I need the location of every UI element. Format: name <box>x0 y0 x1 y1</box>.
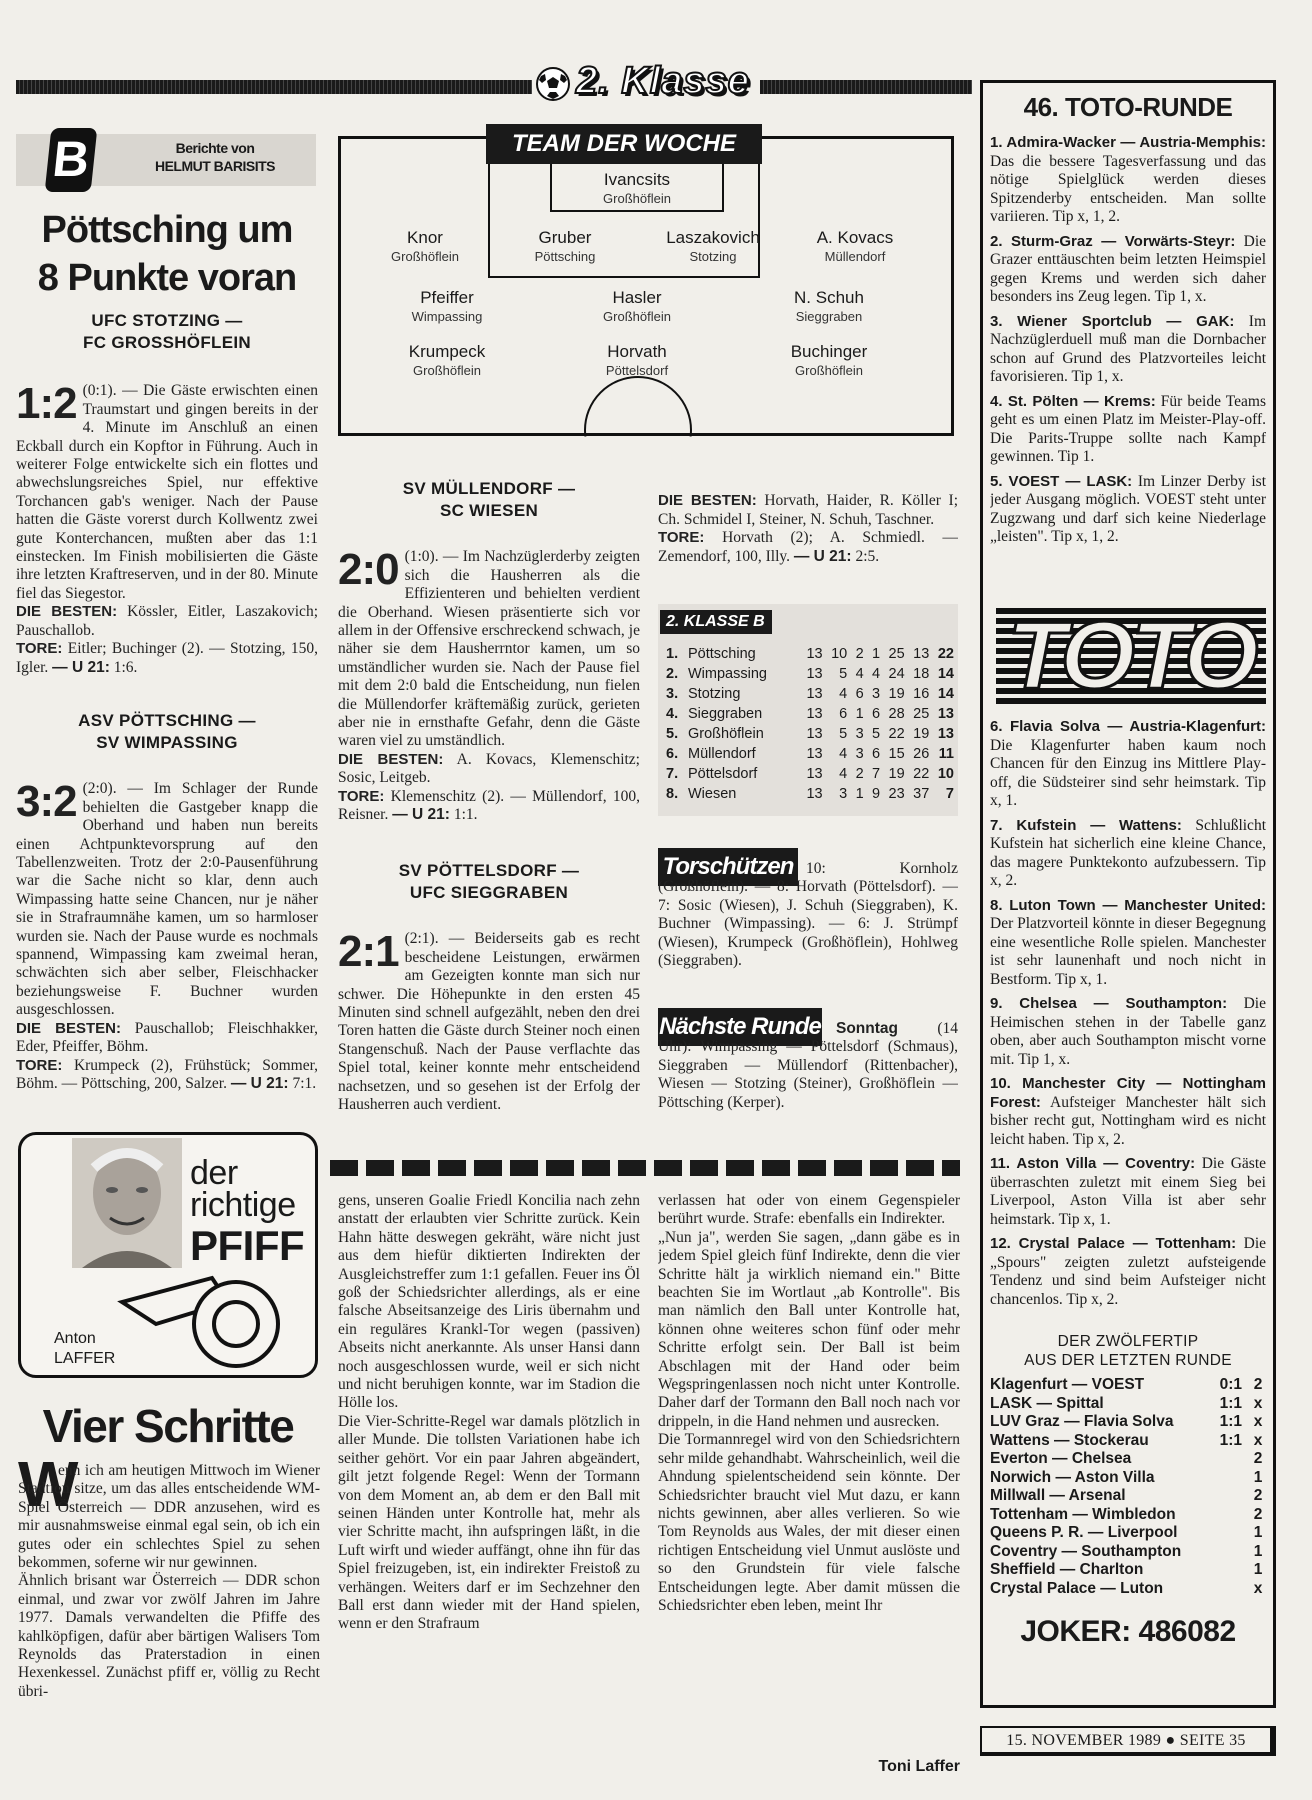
zwoelfertip-cell: Millwall — Arsenal <box>990 1487 1126 1504</box>
zwoelfertip-cell: 1 <box>1253 1542 1263 1560</box>
match-text: (0:1). — Die Gäste erwischten einen Traumstart und gingen bereits in der 4. Minute im Anschluß an einen Eckball durch ein Kopftor in Führung. Auch in weiterer Folge entwickelte sich ein flottes und abwechslungsreiches Spiel, nur effektive Torchancen gab's weniger. Nach der Pause hatten die Gäste vorerst durch Kollwentz zwei gute Konterchancen, mußten aber das 1:1 einstecken. Im Finish mobilisierten die Gäste ihre letzten Kraftreserven, und in der 80. Minute fiel das Siegestor. <box>16 382 318 602</box>
table-cell: 5 <box>871 726 881 742</box>
logo-line-3: PFIFF <box>190 1222 305 1269</box>
table-cell: 6. <box>666 746 679 762</box>
zwoelfertip-title: DER ZWÖLFERTIP AUS DER LETZTEN RUNDE <box>1024 1333 1232 1369</box>
football-icon <box>535 66 571 102</box>
table-cell: 22 <box>937 646 954 662</box>
player: Laszakovich Stotzing <box>666 228 760 264</box>
column-rule <box>330 1160 960 1176</box>
table-cell: 23 <box>888 786 905 802</box>
column-signature: Toni Laffer <box>878 1758 960 1775</box>
match-teams: ASV PÖTTSCHING — SV WIMPASSING <box>78 711 256 752</box>
logo-line-1: der <box>190 1154 238 1192</box>
dropcap: W <box>18 1448 79 1520</box>
table-cell: Großhöflein <box>688 726 764 742</box>
table-cell: 9 <box>871 786 881 802</box>
table-cell: Wimpassing <box>688 666 767 682</box>
match-report: 2:0 (1:0). — Im Nachzüglerderby zeigten sich die Hausherren als die Effizienteren und behielten verdient die Oberhand. Wiesen präsentierte sich vor allem in der Offensive erschreckend schwach, je näher sie dem Hausherrntor kamen, um so umständlicher wurden sie. Nach der Pause fiel mit dem 2:0 bald die Entscheidung, nun fielen die Müllendorfer kräftemäßig zurück, gerieten aber nie in ernsthafte Gefahr, denn die Gäste waren viel zu umständlich. DIE BESTEN: A. Kovacs, Klemenschitz; Sosic, Leitgeb. TORE: Klemenschitz (2). — Müllendorf, 100, Reisner. — U 21: 1:1. <box>338 545 640 824</box>
player: Gruber Pöttsching <box>534 228 596 264</box>
author-last: LAFFER <box>54 1350 116 1367</box>
toto-item: 8. Luton Town — Manchester United: Der Platzvorteil könnte in dieser Begegnung eine wesentliche Rolle spielen. Manchester ist sehr launenhaft und noch nicht in Bestform. Tip x, 1. <box>990 896 1266 988</box>
zwoelfertip-cell: LUV Graz — Flavia Solva <box>990 1413 1174 1430</box>
footer-page: SEITE 35 <box>1179 1732 1246 1749</box>
zwoelfertip-cell: 1 <box>1253 1524 1263 1541</box>
table-cell: 4 <box>839 746 848 762</box>
zwoelfertip-cell: Tottenham — Wimbledon <box>990 1505 1176 1523</box>
table-cell: 25 <box>888 646 905 662</box>
toto-item: 4. St. Pölten — Krems: Für beide Teams geht es um einen Platz im Meister-Play-off. Die Parits-Truppe sollte nach Kampf gewinnen. Tip 1. <box>990 392 1266 465</box>
toto-item: 10. Manchester City — Nottingham Forest: Aufsteiger Manchester hält sich bisher recht gut, Nottingham wird es nicht leicht haben. Tip x, 2. <box>990 1075 1266 1148</box>
zwoelfertip-row <box>990 1432 1268 1451</box>
zwoelfertip-cell: Norwich — Aston Villa <box>990 1468 1155 1486</box>
table-cell: 4 <box>839 686 848 702</box>
player: Buchinger Großhöflein <box>790 342 868 378</box>
league-table <box>662 644 958 804</box>
match-score: 1:2 <box>16 379 77 429</box>
table-cell: 19 <box>888 766 905 782</box>
whistle-icon <box>116 1262 306 1372</box>
player: Pfeiffer Wimpassing <box>411 288 483 324</box>
table-cell: Sieggraben <box>688 706 763 722</box>
player: N. Schuh Sieggraben <box>794 288 864 324</box>
byline-label: Berichte von <box>175 140 255 156</box>
section-letter: B <box>45 128 98 192</box>
table-cell: 19 <box>888 686 905 702</box>
table-cell: 3 <box>855 746 864 762</box>
zwoelfertip-row <box>990 1469 1268 1488</box>
player: A. Kovacs Müllendorf <box>816 228 894 264</box>
table-cell: 3. <box>666 686 679 702</box>
match-score: 3:2 <box>16 777 77 827</box>
zwoelfertip-table <box>990 1376 1268 1598</box>
zwoelfertip-row <box>990 1543 1268 1562</box>
match-score: 2:1 <box>338 927 399 977</box>
centre-circle <box>584 376 692 484</box>
zwoelfertip-cell: Klagenfurt — VOEST <box>990 1376 1145 1393</box>
player: Hasler Großhöflein <box>603 288 671 324</box>
table-cell: 13 <box>913 646 930 662</box>
header-rule-left <box>16 80 532 94</box>
table-cell: 5. <box>666 726 679 742</box>
table-cell: 3 <box>855 726 864 742</box>
table-cell: Müllendorf <box>688 746 756 762</box>
toto-item: 1. Admira-Wacker — Austria-Memphis: Das die bessere Tagesverfassung und das nötige Spielglück werden dieses Spitzenderby entscheiden. Man sollte variieren. Tip x, 1, 2. <box>990 134 1266 225</box>
match-text: (2:0). — Im Schlager der Runde behielten die Gastgeber knapp die Oberhand und haben nun bereits einen Achtpunktevorsprung auf den Tabellenzweiten. Trotz der 2:0-Pausenführung war die Sache nicht so klar, denn auch Wimpassing hatte seine Chancen, nur je näher sie in Strafraumnähe kamen, um so harmloser wurden sie. Nach der Pause wurde es nochmals spannend, Wimpassing kam zweimal heran, schwächten sich aber selber, Fleischhacker beziehungsweise F. Buchner wurden ausgeschlossen. <box>16 780 318 1019</box>
zwoelfertip-cell: LASK — Spittal <box>990 1394 1104 1412</box>
zwoelfertip-cell: Sheffield — Charlton <box>990 1561 1144 1578</box>
zwoelfertip-cell <box>1208 1450 1248 1469</box>
zwoelfertip-cell: Wattens — Stockerau <box>990 1431 1149 1449</box>
player: Horvath Pöttelsdorf <box>605 342 669 378</box>
table-cell: 37 <box>913 786 930 802</box>
table-cell: 4 <box>855 666 864 682</box>
zwoelfertip-cell <box>1208 1506 1248 1525</box>
table-cell: 13 <box>806 766 823 782</box>
zwoelfertip-cell: 2 <box>1253 1376 1263 1393</box>
byline-name: HELMUT BARISITS <box>154 158 276 174</box>
table-cell: 4 <box>839 766 848 782</box>
table-cell: Stotzing <box>688 686 741 702</box>
table-cell: 13 <box>806 726 823 742</box>
zwoelfertip-cell <box>1208 1524 1248 1543</box>
table-cell: 2. <box>666 666 679 682</box>
table-cell: 1 <box>855 786 864 802</box>
table-row <box>662 644 958 664</box>
table-cell: 1 <box>871 646 881 662</box>
zwoelfertip-cell: x <box>1253 1413 1263 1430</box>
zwoelfertip-cell: 1:1 <box>1219 1394 1242 1412</box>
column-title: Vier Schritte <box>42 1400 294 1452</box>
player: Ivancsits Großhöflein <box>603 170 671 206</box>
table-cell: 6 <box>855 686 864 702</box>
table-row <box>662 724 958 744</box>
table-cell: 22 <box>888 726 905 742</box>
table-cell: 5 <box>839 726 848 742</box>
table-cell: 15 <box>888 746 905 762</box>
zwoelfertip-cell: 0:1 <box>1219 1376 1242 1393</box>
next-round-title: Nächste Runde <box>658 1008 822 1046</box>
zwoelfertip-row <box>990 1376 1268 1395</box>
toto-item: 3. Wiener Sportclub — GAK: Im Nachzüglerduell muß man die Dornbacher schon auf Grund des Platzvorteiles leicht favorisieren. Tip 1, x. <box>990 312 1266 385</box>
table-cell: 6 <box>839 706 848 722</box>
zwoelfertip-row <box>990 1561 1268 1580</box>
zwoelfertip-row <box>990 1413 1268 1432</box>
zwoelfertip-cell: 1 <box>1253 1561 1263 1578</box>
match-report: 3:2 (2:0). — Im Schlager der Runde behielten die Gastgeber knapp die Oberhand und haben nun bereits einen Achtpunktevorsprung auf den Tabellenzweiten. Trotz der 2:0-Pausenführung war die Sache nicht so klar, denn auch Wimpassing hatte seine Chancen, nur je näher sie in Strafraumnähe kamen, um so harmloser wurden sie. Nach der Pause wurde es nochmals spannend, Wimpassing kam zweimal heran, schwächten sich aber selber, Fleischhacker beziehungsweise F. Buchner wurden ausgeschlossen. DIE BESTEN: Pauschallob; Fleischhakker, Eder, Pfeiffer, Böhm. TORE: Krumpeck (2), Frühstück; Sommer, Böhm. — Pöttsching, 200, Salzer. — U 21: 7:1. <box>16 777 318 1092</box>
table-cell: 5 <box>839 666 848 682</box>
zwoelfertip-row <box>990 1580 1268 1599</box>
zwoelfertip-cell <box>1208 1561 1248 1580</box>
table-row <box>662 764 958 784</box>
table-cell: 1. <box>666 646 679 662</box>
table-cell: 24 <box>888 666 905 682</box>
headline: Pöttsching um 8 Punkte voran <box>37 209 297 299</box>
table-cell: 13 <box>806 686 823 702</box>
column-text-1: enn ich am heutigen Mittwoch im Wiener Stadtion sitze, um das alles entscheidende WM-Spiel Österreich — DDR anzusehen, wird es mir ausnahmsweise einmal egal sein, ob ich ein gutes oder ein schlechtes Spiel zu sehen bekommen, soferne wir nur gewinnen. Ähnlich brisant war Österreich — DDR schon einmal, und zwar vor zwölf Jahren im Jahre 1977. Damals verwandelten die Pfiffe des kahlköpfigen, dafür aber bärtigen Walisers Tom Reynolds das Praterstadion in einen Hexenkessel. Zunächst pfiff er, völlig zu Recht übri- <box>18 1462 320 1700</box>
footer-date: 15. NOVEMBER 1989 <box>1006 1732 1162 1749</box>
toto-item: 12. Crystal Palace — Tottenham: Die „Spours" zeigten zuletzt aufsteigende Tendenz und sind beim Aufsteiger nicht chancenlos. Tip x, 2. <box>990 1235 1266 1308</box>
zwoelfertip-cell: 2 <box>1253 1505 1263 1523</box>
zwoelfertip-cell: Coventry — Southampton <box>990 1542 1182 1560</box>
table-cell: 4 <box>871 666 881 682</box>
toto-logo-text: TOTO <box>1007 602 1255 709</box>
table-row <box>662 704 958 724</box>
match-teams: UFC STOTZING — FC GROSSHÖFLEIN <box>83 311 251 352</box>
table-cell: Pöttelsdorf <box>688 766 758 782</box>
table-cell: 28 <box>888 706 905 722</box>
table-cell: 6 <box>871 746 881 762</box>
footer-dot: ● <box>1165 1732 1176 1749</box>
zwoelfertip-cell: 2 <box>1253 1450 1263 1467</box>
match-score: 2:0 <box>338 545 399 595</box>
table-cell: 22 <box>913 766 930 782</box>
match-report: 1:2 (0:1). — Die Gäste erwischten einen Traumstart und gingen bereits in der 4. Minute im Anschluß an einen Eckball durch ein Kopftor in Führung. Auch in weiterer Folge entwickelte sich ein flottes und abwechslungsreiches Spiel, nur effektive Torchancen gab's weniger. Nach der Pause hatten die Gäste vorerst durch Kollwentz zwei gute Konterchancen, mußten aber das 1:1 einstecken. Im Finish mobilisierten die Gäste ihre letzten Kraftreserven, und in der 80. Minute fiel das Siegestor. DIE BESTEN: Kössler, Eitler, Laszakovich; Pauschallob. TORE: Eitler; Buchinger (2). — Stotzing, 150, Igler. — U 21: 1:6. <box>16 379 318 676</box>
table-cell: 7 <box>871 766 881 782</box>
match-4-extras: DIE BESTEN: Horvath, Haider, R. Köller I; Ch. Schmidel I, Steiner, N. Schuh, Taschner. TORE: Horvath (2); A. Schmiedl. — Zemendorf, 100, Illy. — U 21: 2:5. <box>658 492 958 565</box>
table-cell: 4. <box>666 706 679 722</box>
zwoelfertip-cell: Everton — Chelsea <box>990 1450 1132 1467</box>
header-rule-right <box>760 80 972 94</box>
table-cell: 14 <box>937 686 954 702</box>
table-cell: 19 <box>913 726 930 742</box>
table-cell: 13 <box>806 666 823 682</box>
toto-item: 5. VOEST — LASK: Im Linzer Derby ist jeder Ausgang möglich. VOEST steht unter Zugzwang und darf sich keine Niederlage „leisten". Tip x, 1, 2. <box>990 472 1266 545</box>
zwoelfertip-row <box>990 1506 1268 1525</box>
table-cell: 3 <box>839 786 848 802</box>
table-cell: 18 <box>913 666 930 682</box>
table-row <box>662 744 958 764</box>
table-row <box>662 784 958 804</box>
scorers-text: 10: Kornholz (Großhöflein). — 8: Horvath (Pöttelsdorf). — 7: Sosic (Wiesen), J. Schuh (Sieggraben), K. Buchner (Wimpassing). — 6: J. Strümpf (Wiesen), Krumpeck (Großhöflein), Hohlweg (Sieggraben). <box>658 860 958 970</box>
table-cell: 14 <box>937 666 954 682</box>
match-text: (2:1). — Beiderseits gab es recht bescheidene Leistungen, erwärmen am Gezeigten konnte man sich nur schwer. Die Höhepunkte in den ersten 45 Minuten sind schnell aufgezählt, neben den drei Toren hatten die Gäste durch Steiner noch einen Stangenschuß. Nach der Pause verflachte das Spiel total, keiner konnte mehr entscheidend nachsetzen, und so gesehen ist der Erfolg der Hausherren auch verdient. <box>338 930 640 1114</box>
zwoelfertip-cell: x <box>1253 1394 1263 1412</box>
zwoelfertip-row <box>990 1487 1268 1506</box>
table-cell: 13 <box>806 646 823 662</box>
joker-number: JOKER: 486082 <box>1020 1615 1236 1648</box>
table-cell: Wiesen <box>688 786 737 802</box>
toto-item: 2. Sturm-Graz — Vorwärts-Steyr: Die Grazer enttäuschten beim letzten Heimspiel gegen Krems und werden sich daher besonders ins Zeug legen. Tip 1, x. <box>990 232 1266 305</box>
match-report <box>338 912 640 1132</box>
match-teams: SV PÖTTELSDORF — UFC SIEGGRABEN <box>398 861 580 902</box>
scorers-title: Torschützen <box>658 848 798 886</box>
author-photo <box>72 1138 182 1268</box>
table-cell: 13 <box>806 746 823 762</box>
table-cell: 13 <box>806 706 823 722</box>
zwoelfertip-cell: 1:1 <box>1219 1413 1242 1430</box>
column-text-3: verlassen hat oder von einem Gegenspieler berührt wurde. Strafe: ebenfalls ein Indirekter. „Nun ja", werden Sie sagen, „dann gäbe es in jedem Spiel gleich fünf Indirekte, denn die vier Schritte hält ja wirklich niemand ein." Bitte beachten Sie im Wortlaut „ab Kontrolle". Bis man nämlich den Ball unter Kontrolle hat, können ohne weiteres schon fünf oder mehr Schritte erfolgt sein. Der Ball ist beim Abschlagen mit der Hand oder beim Wegspringenlassen noch nicht unter Kontrolle. Daher darf der Tormann den Ball noch nach vor drippeln, in die Hand nehmen und ausrecken. Die Tormannregel wird von den Schiedsrichtern sehr milde gehandhabt. Wahrscheinlich, weil die Ahndung spielentscheidend sein könnte. Der Schiedsrichter braucht viel Mut dazu, er kann nichts gewinnen, aber alles verlieren. So wie Tom Reynolds aus Wales, der mit dieser einen richtigen Entscheidung viel Unmut auslöste und so den Grundstein für viele falsche Entscheidungen legte. Aber damit müssen die Schiedsrichter eben leben, meint Ihr <box>658 1192 960 1614</box>
table-cell: 3 <box>871 686 881 702</box>
table-cell: 13 <box>937 726 954 742</box>
table-cell: 2 <box>855 766 864 782</box>
zwoelfertip-cell <box>1208 1580 1248 1599</box>
table-cell: 1 <box>855 706 864 722</box>
player: Knor Großhöflein <box>391 228 459 264</box>
table-cell: 10 <box>831 646 848 662</box>
zwoelfertip-cell: x <box>1253 1431 1263 1449</box>
table-cell: 26 <box>913 746 930 762</box>
table-cell: 10 <box>937 766 954 782</box>
table-cell: Pöttsching <box>688 646 756 662</box>
toto-items-a <box>990 134 1266 594</box>
table-cell: 13 <box>937 706 954 722</box>
toto-item: 11. Aston Villa — Coventry: Die Gäste überraschten zuletzt mit einem Sieg bei Liverpool, Aston Villa ist aber sehr heimstark. Tip x, 1. <box>990 1155 1266 1228</box>
table-cell: 8. <box>666 786 679 802</box>
zwoelfertip-row <box>990 1524 1268 1543</box>
next-round-text: Sonntag (14 Uhr): Wimpassing — Pöttelsdorf (Schmaus), Sieggraben — Müllendorf (Rittenbacher), Wiesen — Stotzing (Steiner), Großhöflein — Pöttsching (Kerper). <box>658 1020 958 1111</box>
team-of-week-title: TEAM DER WOCHE <box>486 124 762 164</box>
zwoelfertip-cell <box>1208 1469 1248 1488</box>
toto-item: 6. Flavia Solva — Austria-Klagenfurt: Die Klagenfurter haben kaum noch Chancen für den Einzug ins Mittlere Play-off, die Südsteirer sind sehr heimstark. Tip x, 1. <box>990 718 1266 809</box>
table-cell: 7. <box>666 766 679 782</box>
author-first: Anton <box>54 1330 96 1347</box>
zwoelfertip-cell: Queens P. R. — Liverpool <box>990 1524 1178 1541</box>
table-cell: 13 <box>806 786 823 802</box>
zwoelfertip-cell: 1:1 <box>1219 1431 1242 1449</box>
zwoelfertip-cell: 1 <box>1253 1468 1263 1486</box>
toto-item: 9. Chelsea — Southampton: Die Heimischen stehen in der Tabelle ganz oben, aber auch Southampton mischt vorne mit. Tip 1, x. <box>990 995 1266 1068</box>
match-text: (1:0). — Im Nachzüglerderby zeigten sich die Hausherren als die Effizienteren und behielten verdient die Oberhand. Wiesen präsentierte sich vor allem in der Offensive erschreckend schwach, je näher sie dem Hausherrntor kamen, um so umständlicher wurden sie. Nach der Pause fiel mit dem 2:0 bald die Entscheidung, nun fielen die Müllendorfer kräftemäßig zurück, gerieten aber nie in ernsthafte Gefahr, denn die Gäste waren viel zu umständlich. <box>338 548 640 750</box>
table-cell: 2 <box>855 646 864 662</box>
table-cell: 11 <box>938 746 954 762</box>
player: Krumpeck Großhöflein <box>408 342 486 378</box>
zwoelfertip-cell: x <box>1253 1579 1263 1597</box>
zwoelfertip-cell <box>1208 1487 1248 1506</box>
table-cell: 25 <box>913 706 930 722</box>
zwoelfertip-cell: 2 <box>1253 1487 1263 1504</box>
table-cell: 7 <box>945 786 954 802</box>
toto-items-b <box>990 718 1266 1318</box>
table-cell: 6 <box>871 706 881 722</box>
toto-item: 7. Kufstein — Wattens: Schlußlicht Kufstein hat sicherlich eine kleine Chance, das magere Punktekonto aufzubessern. Tip x, 2. <box>990 816 1266 889</box>
table-row <box>662 664 958 684</box>
table-row <box>662 684 958 704</box>
zwoelfertip-cell: Crystal Palace — Luton <box>990 1579 1164 1597</box>
toto-title: 46. TOTO-RUNDE <box>1023 92 1233 122</box>
column-text-2: gens, unseren Goalie Friedl Koncilia nach zehn anstatt der erlaubten vier Schritte zurück. Kein Hahn hätte deswegen gekräht, wäre nicht just aus dem hiefür diktierten Indirekten der Ausgleichstreffer zum 1:1 gefallen. Feuer ins Öl goß der Schiedsrichter allerdings, als er eine falsche Abseitsanzeige des Liris übernahm und ein reguläres Krankl-Tor wegen (passiven) Abseits nicht anerkannte. Als unser Hansi dann noch ausgeschlossen wurde, weil er sich nicht und nicht beruhigen konnte, war im Stadion die Hölle los. Die Vier-Schritte-Regel war damals plötzlich in aller Munde. Die tollsten Variationen habe ich seither gehört. Vor ein paar Jahren abgeändert, gilt jetzt folgende Regel: Wenn der Tormann von dem Moment an, ab dem er den Ball mit seinen Händen unter Kontrolle hat, mehr als vier Schritte macht, ihn aufspringen läßt, in die Luft wirft und wieder auffängt, ohne ihn für das Spiel freizugeben, ist, ein indirekter Freistoß zu verhängen. Weiters darf er im Sechzehner den Ball erst dann wieder mit der Hand spielen, wenn er den Strafraum <box>338 1192 640 1633</box>
table-cell: 16 <box>913 686 930 702</box>
section-title: 2. Klasse <box>576 60 750 102</box>
zwoelfertip-row <box>990 1450 1268 1469</box>
table-title: 2. KLASSE B <box>660 610 772 634</box>
zwoelfertip-row <box>990 1395 1268 1414</box>
match-teams: SV MÜLLENDORF — SC WIESEN <box>402 479 576 520</box>
zwoelfertip-cell <box>1208 1543 1248 1562</box>
logo-line-2: richtige <box>190 1186 296 1224</box>
footer <box>980 1726 1276 1756</box>
